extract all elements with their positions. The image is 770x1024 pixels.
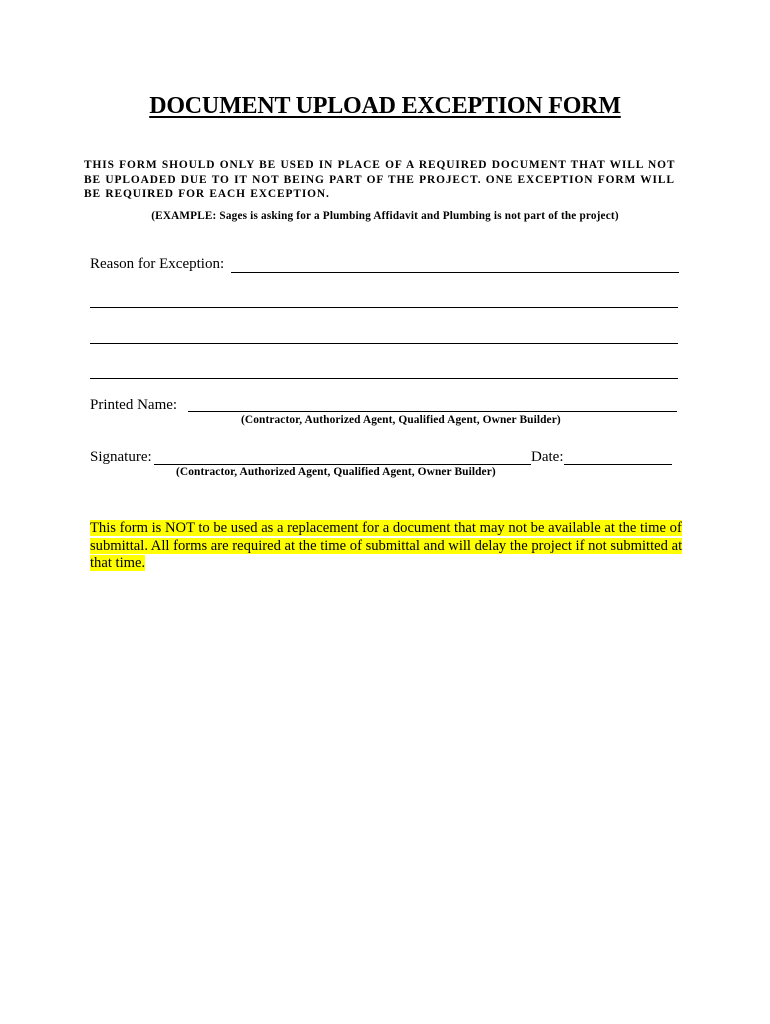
submittal-notice-text: This form is NOT to be used as a replacement for a document that may not be available at the time of submittal. All forms are required at the time of submittal and will delay the project if not submitted at that time. — [90, 520, 683, 572]
reason-field-line-3[interactable] — [90, 343, 678, 344]
date-field[interactable] — [564, 464, 672, 465]
printed-name-field[interactable] — [188, 411, 677, 412]
signature-caption: (Contractor, Authorized Agent, Qualified Agent, Owner Builder) — [176, 466, 496, 478]
printed-name-label: Printed Name: — [90, 397, 178, 413]
reason-label: Reason for Exception: — [90, 256, 225, 272]
reason-field-line-2[interactable] — [90, 307, 678, 308]
intro-instructions: THIS FORM SHOULD ONLY BE USED IN PLACE OF A REQUIRED DOCUMENT THAT WILL NOT BE UPLOADED DUE TO IT NOT BEING PART OF THE PROJECT. ONE EXCEPTION FORM WILL BE REQUIRED FOR EACH EXCEPTION. — [84, 159, 676, 200]
reason-field[interactable] — [231, 272, 679, 273]
page-title: DOCUMENT UPLOAD EXCEPTION FORM — [149, 93, 621, 119]
submittal-notice — [90, 520, 700, 573]
example-note: (EXAMPLE: Sages is asking for a Plumbing Affidavit and Plumbing is not part of the project) — [151, 210, 619, 222]
signature-field[interactable] — [154, 464, 531, 465]
date-label: Date: — [531, 449, 564, 465]
reason-field-line-4[interactable] — [90, 378, 678, 379]
printed-name-caption: (Contractor, Authorized Agent, Qualified Agent, Owner Builder) — [241, 414, 561, 426]
signature-label: Signature: — [90, 449, 152, 465]
